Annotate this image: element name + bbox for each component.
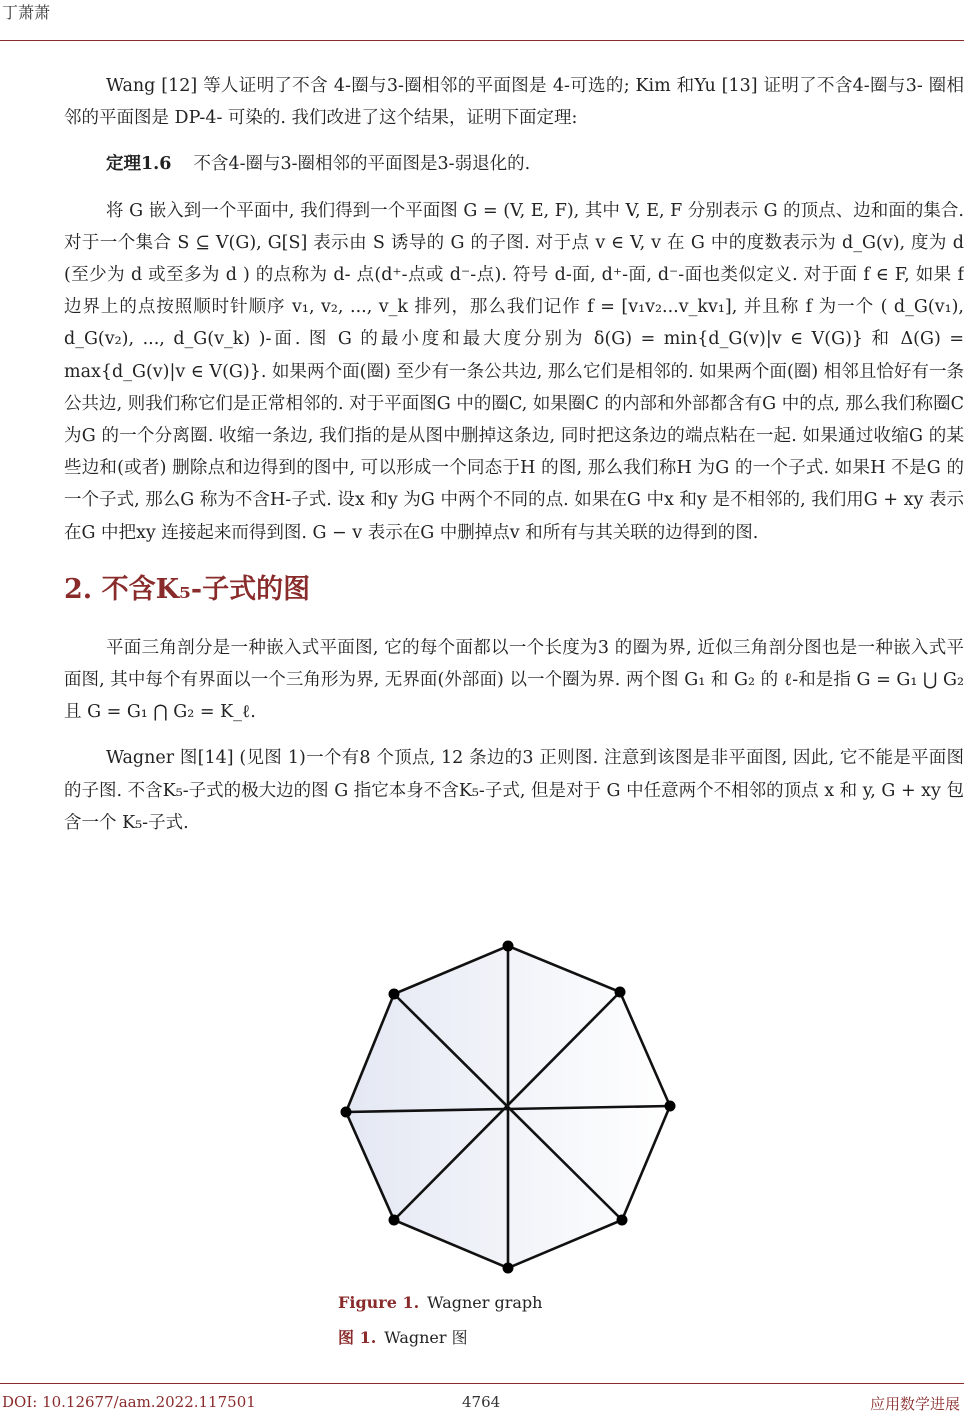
theorem-1-6 bbox=[64, 148, 964, 180]
figure-caption-en bbox=[338, 1293, 542, 1312]
section-title: 2. 不含K₅-子式的图 bbox=[64, 573, 311, 605]
vertex bbox=[389, 989, 400, 1000]
header-author: 丁萧萧 bbox=[2, 3, 51, 22]
footer-page-number: 4764 bbox=[462, 1393, 501, 1411]
paragraph-wang-kim-yu: Wang [12] 等人证明了不含 4-圈与3-圈相邻的平面图是 4-可选的; Kim 和Yu [13] 证明了不含4-圈与3- 圈相邻的平面图是 DP-4- 可染的. 我们改进了这个结果，证明下面定理: bbox=[64, 76, 964, 129]
paragraph-triangulation: 平面三角剖分是一种嵌入式平面图, 它的每个面都以一个长度为3 的圈为界, 近似三角剖分图也是一种嵌入式平面图, 其中每个有界面以一个三角形为界, 无界面(外部面) 以一个圈为界. 两个图 G₁ 和 G₂ 的 ℓ-和是指 G = G₁ ⋃ G₂ 且 G = G₁ ⋂ G₂ = K_ℓ. bbox=[64, 637, 964, 723]
vertex bbox=[389, 1215, 400, 1226]
wagner-graph-svg bbox=[336, 938, 684, 1278]
wagner-graph-figure bbox=[336, 938, 684, 1278]
figure-caption-en-text: Wagner graph bbox=[427, 1293, 543, 1312]
footer-journal-name: 应用数学进展 bbox=[869, 1395, 960, 1413]
vertex bbox=[341, 1107, 352, 1118]
header-rule bbox=[0, 40, 964, 41]
theorem-label: 定理1.6 bbox=[106, 154, 172, 175]
vertex bbox=[503, 1263, 514, 1274]
paragraph-wagner: Wagner 图[14] (见图 1)一个有8 个顶点, 12 条边的3 正则图. 注意到该图是非平面图, 因此, 它不能是平面图的子图. 不含K₅-子式的极大边的图 G 指它本身不含K₅-子式, 但是对于 G 中任意两个不相邻的顶点 x 和 y, G + xy 包含一个 K₅-子式. bbox=[64, 748, 964, 833]
vertex bbox=[665, 1101, 676, 1112]
footer-doi[interactable]: DOI: 10.12677/aam.2022.117501 bbox=[2, 1393, 256, 1411]
footer-rule bbox=[0, 1383, 964, 1384]
theorem-text: 不含4-圈与3-圈相邻的平面图是3-弱退化的. bbox=[193, 154, 531, 175]
figure-caption-cn-label: 图 1. bbox=[338, 1328, 377, 1347]
figure-caption-cn-text: Wagner 图 bbox=[384, 1328, 468, 1347]
vertex bbox=[617, 1215, 628, 1226]
vertex bbox=[503, 941, 514, 952]
vertex bbox=[615, 987, 626, 998]
figure-caption-en-label: Figure 1. bbox=[338, 1293, 420, 1312]
figure-caption-cn bbox=[338, 1325, 468, 1348]
paragraph-definitions: 将 G 嵌入到一个平面中, 我们得到一个平面图 G = (V, E, F), 其中 V, E, F 分别表示 G 的顶点、边和面的集合. 对于一个集合 S ⊆ V(G), G[S] 表示由 S 诱导的 G 的子图. 对于点 v ∈ V, v 在 G 中的度数表示为 d_G(v), 度为 d (至少为 d 或至多为 d ) 的点称为 d- 点(d⁺-点或 d⁻-点). 符号 d-面, d⁺-面, d⁻-面也类似定义. 对于面 f ∈ F, 如果 f 边界上的点按照顺时针顺序 v₁, v₂, ..., v_k 排列，那么我们记作 f = [v₁v₂...v_kv₁], 并且称 f 为一个 ( d_G(v₁), d_G(v₂), ..., d_G(v_k) )-面. 图 G 的最小度和最大度分别为 δ(G) = min{d_G(v)|v ∈ V(G)} 和 Δ(G) = max{d_G(v)|v ∈ V(G)}. 如果两个面(圈) 至少有一条公共边, 那么它们是相邻的. 如果两个面(圈) 相邻且恰好有一条公共边, 则我们称它们是正常相邻的. 对于平面图G 中的圈C, 如果圈C 的内部和外部都含有G 中的点, 那么我们称圈C 为G 的一个分离圈. 收缩一条边, 我们指的是从图中删掉这条边, 同时把这条边的端点粘在一起. 如果通过收缩G 的某些边和(或者) 删除点和边得到的图中, 可以形成一个同态于H 的图, 那么我们称H 为G 的一个子式. 如果H 不是G 的一个子式, 那么G 称为不含H-子式. 设x 和y 为G 中两个不同的点. 如果在G 中x 和y 是不相邻的, 我们用G + xy 表示在G 中把xy 连接起来而得到图. G − v 表示在G 中删掉点v 和所有与其关联的边得到的图. bbox=[64, 200, 964, 543]
main-content bbox=[64, 70, 964, 853]
